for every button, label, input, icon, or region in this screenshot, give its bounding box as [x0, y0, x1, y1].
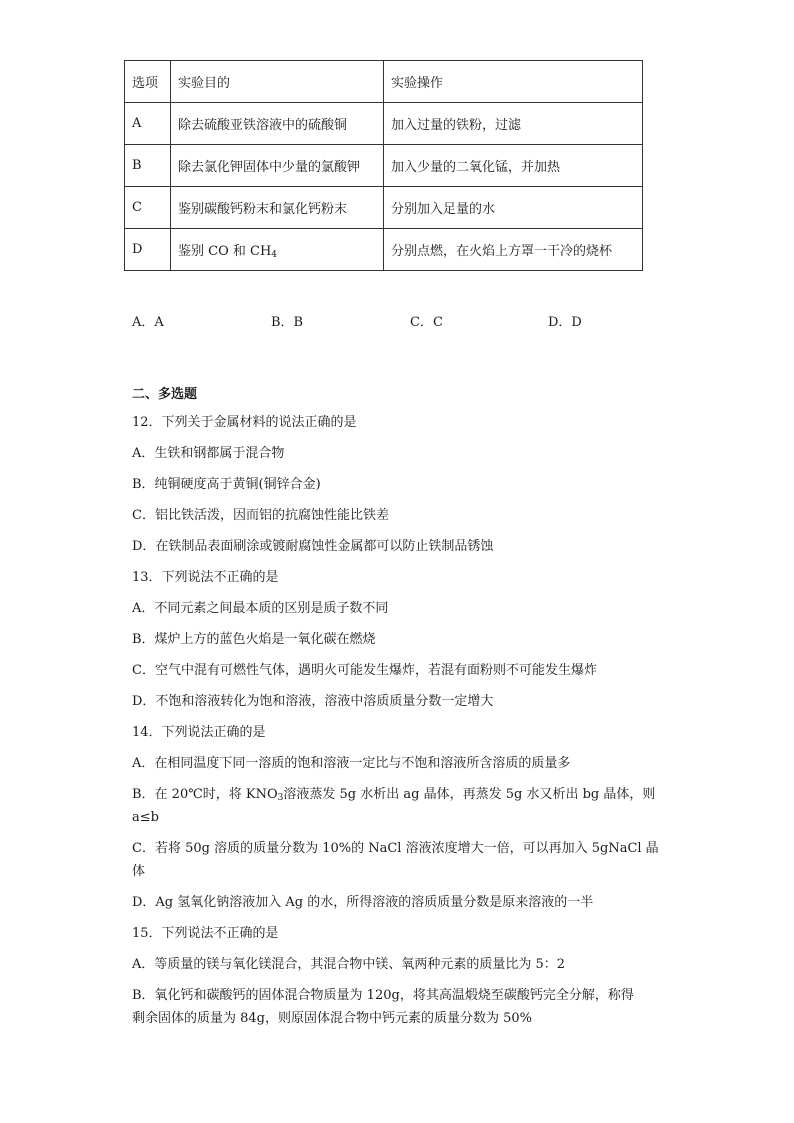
choice-c[interactable]: C．铝比铁活泼，因而铝的抗腐蚀性能比铁差	[132, 508, 389, 523]
choice-a[interactable]: A．生铁和钢都属于混合物	[132, 446, 285, 461]
table-cell-operation: 加入过量的铁粉，过滤	[384, 103, 643, 145]
table-cell-purpose: 鉴别碳酸钙粉末和氯化钙粉末	[171, 187, 384, 229]
choice-b-text-cont: 溶液蒸发 5g 水析出 ag 晶体，再蒸发 5g 水又析出 bg 晶体，则	[283, 787, 656, 802]
choice-d[interactable]: D．在铁制品表面刷涂或镀耐腐蚀性金属都可以防止铁制品锈蚀	[132, 539, 494, 554]
table-header-purpose: 实验目的	[171, 61, 384, 103]
choice-c[interactable]: C．若将 50g 溶质的质量分数为 10%的 NaCl 溶液浓度增大一倍，可以再加入 5gNaCl 晶	[132, 841, 659, 856]
choice-c[interactable]: C．空气中混有可燃性气体，遇明火可能发生爆炸，若混有面粉则不可能发生爆炸	[132, 663, 597, 678]
subscript: 4	[271, 250, 278, 260]
section-title: 二、多选题	[132, 387, 198, 402]
choice-a[interactable]: A．在相同温度下同一溶质的饱和溶液一定比与不饱和溶液所含溶质的质量多	[132, 756, 571, 771]
table-row	[125, 229, 643, 271]
choice-b[interactable]: B．纯铜硬度高于黄铜(铜锌合金)	[132, 477, 321, 492]
choice-a[interactable]: A．不同元素之间最本质的区别是质子数不同	[132, 601, 389, 616]
table-cell-purpose: 除去氯化钾固体中少量的氯酸钾	[171, 145, 384, 187]
choice-c-continuation: 体	[132, 864, 146, 879]
experiment-table	[124, 60, 643, 271]
table-cell-operation: 分别加入足量的水	[384, 187, 643, 229]
table-cell-purpose: 除去硫酸亚铁溶液中的硫酸铜	[171, 103, 384, 145]
table-cell-operation: 加入少量的二氧化锰，并加热	[384, 145, 643, 187]
question-stem: 15．下列说法不正确的是	[132, 926, 279, 941]
answer-option-c[interactable]: C．C	[410, 315, 443, 330]
answer-option-b[interactable]: B．B	[271, 315, 304, 330]
table-cell-purpose	[171, 229, 384, 271]
question-list	[132, 412, 664, 1039]
table-cell-option: D	[125, 229, 171, 271]
table-cell-operation: 分别点燃，在火焰上方罩一干冷的烧杯	[384, 229, 643, 271]
table-row	[125, 145, 643, 187]
choice-b[interactable]: B．煤炉上方的蓝色火焰是一氧化碳在燃烧	[132, 632, 376, 647]
table-cell-option: B	[125, 145, 171, 187]
answer-options	[0, 311, 794, 329]
choice-b-text: B．在 20℃时，将 KNO	[132, 787, 278, 802]
question-stem: 13．下列说法不正确的是	[132, 570, 279, 585]
choice-b[interactable]	[132, 784, 664, 807]
choice-d[interactable]: D．不饱和溶液转化为饱和溶液，溶液中溶质质量分数一定增大	[132, 694, 494, 709]
purpose-text: 鉴别 CO 和 CH	[178, 244, 272, 259]
choice-d[interactable]: D．Ag 氢氧化钠溶液加入 Ag 的水，所得溶液的溶质质量分数是原来溶液的一半	[132, 895, 594, 910]
question-stem: 14．下列说法正确的是	[132, 725, 266, 740]
table-header-operation: 实验操作	[384, 61, 643, 103]
table-row	[125, 103, 643, 145]
choice-b-continuation: 剩余固体的质量为 84g，则原固体混合物中钙元素的质量分数为 50%	[132, 1011, 533, 1026]
table-row	[125, 187, 643, 229]
answer-option-d[interactable]: D．D	[548, 315, 582, 330]
answer-option-a[interactable]: A．A	[132, 315, 164, 330]
table-header-row	[125, 61, 643, 103]
choice-a[interactable]: A．等质量的镁与氧化镁混合，其混合物中镁、氧两种元素的质量比为 5：2	[132, 957, 566, 972]
question-stem: 12．下列关于金属材料的说法正确的是	[132, 415, 357, 430]
choice-b[interactable]: B．氧化钙和碳酸钙的固体混合物质量为 120g，将其高温煅烧至碳酸钙完全分解，称得	[132, 988, 634, 1003]
table-cell-option: C	[125, 187, 171, 229]
subscript: 3	[277, 793, 284, 803]
table-header-option: 选项	[125, 61, 171, 103]
table-cell-option: A	[125, 103, 171, 145]
choice-b-continuation: a≤b	[132, 810, 159, 825]
